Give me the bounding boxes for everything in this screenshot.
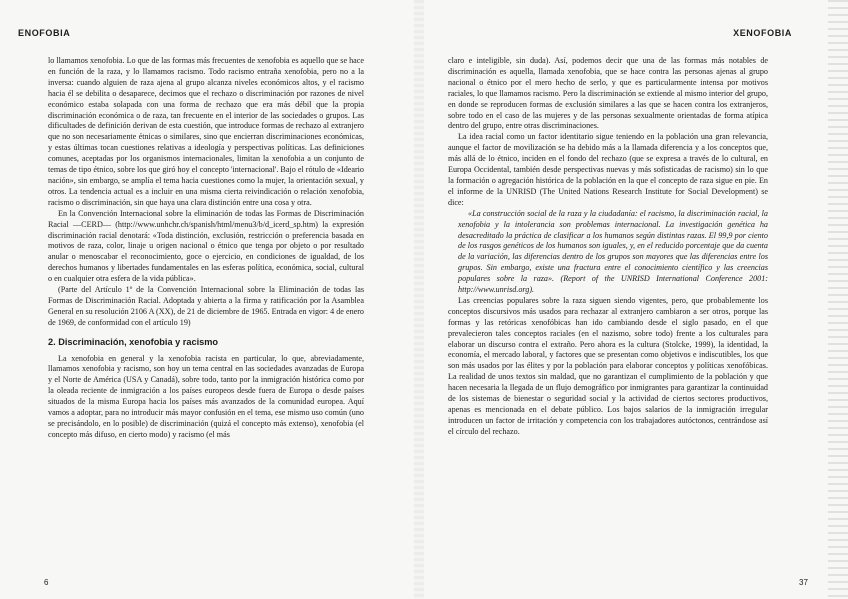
left-running-header: ENOFOBIA xyxy=(18,28,71,38)
section-paragraph: La xenofobia en general y la xenofobia racista en particular, lo que, abreviadamente, llamamos xenofobia y racismo, son hoy un tema central en las sociedades avanzadas de Europa y el Norte de América (USA y Canadá), sobre todo, tanto por la inmigración histórica como por la oleada reciente de inmigración a los países europeos desde fuera de Europa o desde países situados de la misma Europa hacia los países más avanzados de la comunidad europea. Aquí vamos a adoptar, para no introducir más mayor confusión en el tema, ese mismo uso común (uno se precisándolo, en lo posible) de discriminación (quizá el concepto más extenso), xenofobia (el concepto más difuso, en cierto modo) y racismo (el más xyxy=(48,353,364,439)
left-text-column xyxy=(48,56,364,441)
right-paragraph-2: La idea racial como un factor identitario sigue teniendo en la población una gran relevancia, aunque el factor de movilización se ha debido más a la llamada diferencia y a los conceptos que, más allá de lo étnico, inciden en el fondo del rechazo (que se expresa a través de lo cultural, en Europa Occidental, también desde perspectivas nuevas y más sofisticadas de racismo) sin lo que la formación o agregación histórica de la población en la que el concepto de raza sigue en pie. En el informe de la UNRISD (The United Nations Research Institute for Social Development) se dice: xyxy=(448,132,768,207)
right-page-number: 37 xyxy=(799,578,808,587)
right-text-column xyxy=(448,56,768,438)
right-running-header: XENOFOBIA xyxy=(733,28,792,38)
left-paragraph-2: En la Convención Internacional sobre la eliminación de todas las Formas de Discriminación Racial —CERD— (http://www.unhchr.ch/spanish/html/menu3/b/d_icerd_sp.htm) la expresión discriminación racial denotará: «Toda distinción, exclusión, restricción o preferencia basada en motivos de raza, color, linaje u origen nacional o étnico que tenga por objeto o por resultado anular o menoscabar el reconocimiento, goce o ejercicio, en condiciones de igualdad, de los derechos humanos y libertades fundamentales en las esferas política, económica, social, cultural o en cualquier otra esfera de la vida pública». xyxy=(48,208,364,284)
left-paragraph-3: (Parte del Artículo 1º de la Convención Internacional sobre la Eliminación de todas las Formas de Discriminación Racial. Adoptada y abierta a la firma y ratificación por la Asamblea General en su resolución 2106 A (XX), de 21 de diciembre de 1965. Entrada en vigor: 4 de enero de 1969, de conformidad con el artículo 19) xyxy=(48,285,364,327)
unrisd-quote: «La construcción social de la raza y la ciudadanía: el racismo, la discriminación racial, la xenofobia y la intolerancia son problemas internacional. La investigación genética ha desacreditado la práctica de clasificar a los humanos según distintas razas. El 99,9 por ciento de los rasgos genéticos de los humanos son iguales, y, en el reducido porcentaje que da cuenta de la variación, las diferencias dentro de los grupos son mayores que las diferencias entre los grupos. Sin embargo, existe una fractura entre el conocimiento científico y las creencias populares sobre la raza». (Report of the UNRISD International Conference 2001: http://www.unrisd.org). xyxy=(458,208,768,295)
section-title: 2. Discriminación, xenofobia y racismo xyxy=(48,336,219,347)
right-paragraph-1: claro e inteligible, sin duda). Así, podemos decir que una de las formas más notables de discriminación es aquella, llamada xenofobia, que se hace contra las personas ajenas al grupo nacional o étnico por el mero hecho de serlo, y que es particularmente intensa por motivos raciales, lo que llamamos racismo. Pero la discriminación se extiende al mismo interior del grupo, en donde se reproducen formas de exclusión similares a las que se hacen contra los extranjeros, sobre todo en el caso de las mujeres y de las personas sexualmente orientadas de forma atípica dentro del grupo, entre otras discriminaciones. xyxy=(448,56,768,131)
left-page-number: 6 xyxy=(44,578,49,587)
right-page xyxy=(424,0,848,599)
left-paragraph-1: lo llamamos xenofobia. Lo que de las formas más frecuentes de xenofobia es aquello que se hace en función de la raza, y lo llamamos racismo. Todo racismo entraña xenofobia, pero no a la inversa: cuando alguien de raza ajena al grupo alcanza niveles económicos altos, y el racismo hacia él se debilita o desaparece, decimos que el rechazo o discriminación por razones de nivel económico estaba solapada con una forma de rechazo que era más débil que la propia discriminación económica o de raza, tan frecuente en el interior de las sociedades o grupos. Las dificultades de definición derivan de esta cuestión, que introduce formas de rechazo al extranjero que no son necesariamente étnicas o similares, sino que encierran discriminaciones económicas, y estas últimas tocan cuestiones relativas a ideología y perspectivas políticas. Las definiciones comunes, aceptadas por los organismos internacionales, limitan la xenofobia a un conjunto de temas de tipo étnico, sobre los que giró hoy el concepto 'internacional'. Bajo el rótulo de «Ideario nación», sin embargo, se amplía el tema hacia cuestiones como la mujer, la orientación sexual, y otros. La tendencia actual es a incluir en una misma cierta reivindicación o relación xenofobia, racismo o discriminación, sin que haya una clara distinción entre una cosa y otra. xyxy=(48,56,364,207)
right-paragraph-3: Las creencias populares sobre la raza siguen siendo vigentes, pero, que probablemente los conceptos discursivos más usados para rechazar al extranjero cambiaron a ser otros, porque las formas y las retóricas xenofóbicas han ido cambiando desde el siglo pasado, en el que prevalecieron tales conceptos raciales (en el nazismo, sobre todo) frente a los culturales para elaborar un discurso contra el extraño. Pero ahora es la cultura (Stolcke, 1999), la identidad, la economía, el mercado laboral, y factores que se presentan como objetivos e indiscutibles, los que son más usados por las élites y por la población para elaborar conceptos y políticas xenofóbicas. La realidad de unos textos sin maldad, que no garantizan el cumplimiento de la población y que hacen necesaria la llegada de un flujo demográfico por inmigrantes para garantizar la continuidad de los sistemas de bienestar o seguridad social y la actividad de ciertos sectores productivos, apenas es mencionada en el debate público. Los bajos salarios de la inmigración irregular introducen un factor de irritación y competencia con los trabajadores autóctonos, centrándose así el círculo del rechazo. xyxy=(448,295,768,436)
scan-edge-noise xyxy=(828,0,848,599)
